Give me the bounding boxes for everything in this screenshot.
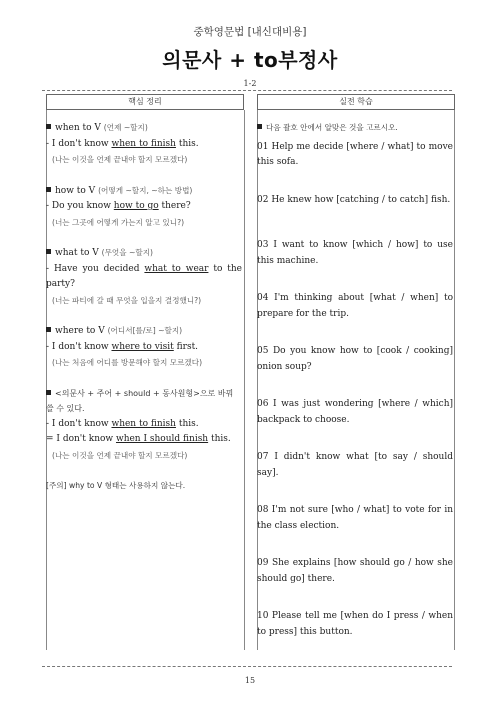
example-text: - I don't know [46,341,112,352]
question-07: 07 I didn't know what [to say / should say]. [257,452,453,478]
example-highlight: when to finish [111,138,176,149]
key-summary-column [46,120,242,495]
bottom-divider [42,666,452,667]
section-what-to [46,245,242,309]
page-number: 15 [244,676,256,685]
question-03: 03 I want to know [which / how] to use this machine. [257,240,453,266]
example-highlight: how to go [113,201,159,211]
section-where-to [46,323,242,372]
section-how-to [46,183,242,232]
right-column-heading: 실전 학습 [257,94,455,110]
question-05: 05 Do you know how to [cook / cooking] onion soup? [257,346,453,372]
example-text: - I don't know [46,138,112,149]
translation: (나는 처음에 어디를 방문해야 할지 모르겠다) [52,358,203,367]
bullet-square-icon [257,124,262,129]
section-heading: what to V [55,248,99,258]
example-text: this. [175,418,199,429]
lesson-number: 1-2 [243,79,257,88]
question-06: 06 I was just wondering [where / which] backpack to choose. [257,399,453,425]
left-column-border-right [244,110,245,650]
section-heading-ko: (무엇을 ~할지) [101,248,154,257]
example-text: - Do you know [46,201,114,211]
translation: (나는 이것을 언제 끝내야 할지 모르겠다) [52,450,188,460]
question-02: 02 He knew how [catching / to catch] fish. [257,194,451,205]
section-heading: <의문사 + 주어 + should + 동사원형>으로 바꿔 쓸 수 있다. [46,388,234,413]
example-text: - I don't know [46,418,112,429]
example-highlight: what to wear [144,263,209,274]
translation: (너는 그곳에 어떻게 가는지 알고 있니?) [52,217,185,227]
section-heading-ko: (어떻게 ~할지, ~하는 방법) [98,185,193,195]
bullet-square-icon [46,390,51,395]
example-text: = I don't know [46,434,116,444]
page-title: 의문사 + to부정사 [162,48,338,72]
section-heading-ko: (어디서[를/로] ~할지) [107,326,183,335]
section-when-to [46,120,242,169]
question-04: 04 I'm thinking about [what / when] to prepare for the trip. [257,293,453,319]
instruction-text: 다음 괄호 안에서 알맞은 것을 고르시오. [266,123,398,132]
section-heading-ko: (언제 ~할지) [103,123,148,132]
bullet-square-icon [46,249,51,254]
example-text: this. [175,138,199,149]
bullet-square-icon [46,124,51,129]
bullet-square-icon [46,327,51,332]
example-text: this. [208,434,231,444]
example-highlight: where to visit [111,341,174,352]
bullet-square-icon [46,187,51,192]
book-subtitle: 중학영문법 [내신대비용] [193,26,307,38]
section-should-rewrite [46,386,242,465]
example-highlight: when to finish [111,418,176,429]
practice-column [257,120,453,640]
section-heading: where to V [55,326,105,336]
caution-note [46,478,242,495]
question-10: 10 Please tell me [when do I press / when to press] this button. [257,611,453,637]
example-text: to the party? [46,263,243,289]
example-text: first. [173,341,199,352]
instruction [257,120,453,137]
translation: (나는 이것을 언제 끝내야 할지 모르겠다) [52,155,188,164]
question-09: 09 She explains [how should go / how she should go] there. [257,558,453,584]
question-01: 01 Help me decide [where / what] to move this sofa. [257,141,453,167]
translation: (너는 파티에 갈 때 무엇을 입을지 결정했니?) [52,295,202,305]
example-highlight: when I should finish [115,434,209,444]
section-heading: when to V [55,123,101,133]
caution-text: [주의] why to V 형태는 사용하지 않는다. [46,481,186,490]
question-08: 08 I'm not sure [who / what] to vote for in the class election. [257,505,453,531]
top-divider [42,90,452,91]
example-text: there? [158,201,191,211]
example-text: - Have you decided [46,263,145,274]
left-column-heading: 핵심 정리 [46,94,244,110]
right-column-border-right [454,110,455,650]
section-heading: how to V [55,185,96,196]
